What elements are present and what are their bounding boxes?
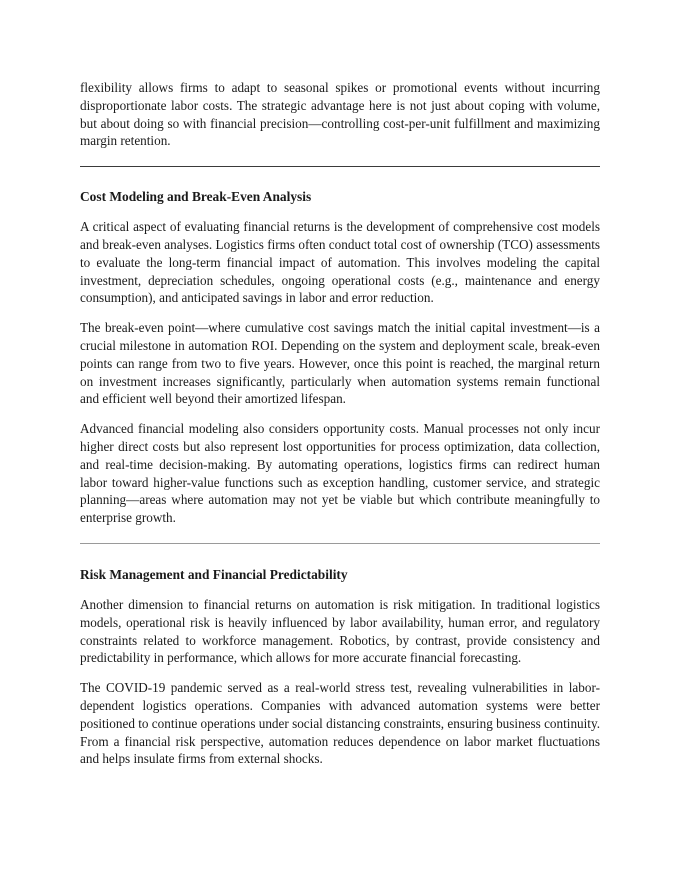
body-paragraph: Another dimension to financial returns on automation is risk mitigation. In traditional logistics models, operational risk is heavily influenced by labor availability, human error, and regulatory constraints related to workforce management. Robotics, by contrast, provide consistency and predictability in performance, which allows for more accurate financial forecasting. bbox=[80, 596, 600, 666]
section-cost-modeling bbox=[80, 188, 600, 527]
section-heading: Cost Modeling and Break-Even Analysis bbox=[80, 189, 312, 205]
body-paragraph: Advanced financial modeling also considers opportunity costs. Manual processes not only incur higher direct costs but also represent lost opportunities for process optimization, data collection, and real-time decision-making. By automating operations, logistics firms can redirect human labor toward higher-value functions such as exception handling, customer service, and strategic planning—areas where automation may not yet be viable but which contribute meaningfully to enterprise growth. bbox=[80, 421, 600, 526]
body-paragraph: The break-even point—where cumulative cost savings match the initial capital investment—is a crucial milestone in automation ROI. Depending on the system and deployment scale, break-even points can range from two to five years. However, once this point is reached, the marginal return on investment increases significantly, particularly when automation systems remain functional and efficient well beyond their amortized lifespan. bbox=[80, 320, 600, 407]
section-heading: Risk Management and Financial Predictability bbox=[80, 566, 348, 582]
intro-paragraph: flexibility allows firms to adapt to seasonal spikes or promotional events without incurring disproportionate labor costs. The strategic advantage here is not just about coping with volume, but about doing so with financial precision—controlling cost-per-unit fulfillment and maximizing margin retention. bbox=[80, 80, 600, 149]
body-paragraph: A critical aspect of evaluating financial returns is the development of comprehensive cost models and break-even analyses. Logistics firms often conduct total cost of ownership (TCO) assessments to evaluate the long-term financial impact of automation. This involves modeling the capital investment, depreciation schedules, ongoing operational costs (e.g., maintenance and energy consumption), and anticipated savings in labor and error reduction. bbox=[80, 219, 600, 306]
section-divider bbox=[80, 543, 600, 544]
body-paragraph: The COVID-19 pandemic served as a real-world stress test, revealing vulnerabilities in labor-dependent logistics operations. Companies with advanced automation systems were better positioned to continue operations under social distancing constraints, ensuring business continuity. From a financial risk perspective, automation reduces dependence on labor market fluctuations and helps insulate firms from external shocks. bbox=[80, 680, 600, 767]
section-divider bbox=[80, 166, 600, 167]
document-page bbox=[80, 79, 600, 768]
section-risk-management bbox=[80, 566, 600, 768]
